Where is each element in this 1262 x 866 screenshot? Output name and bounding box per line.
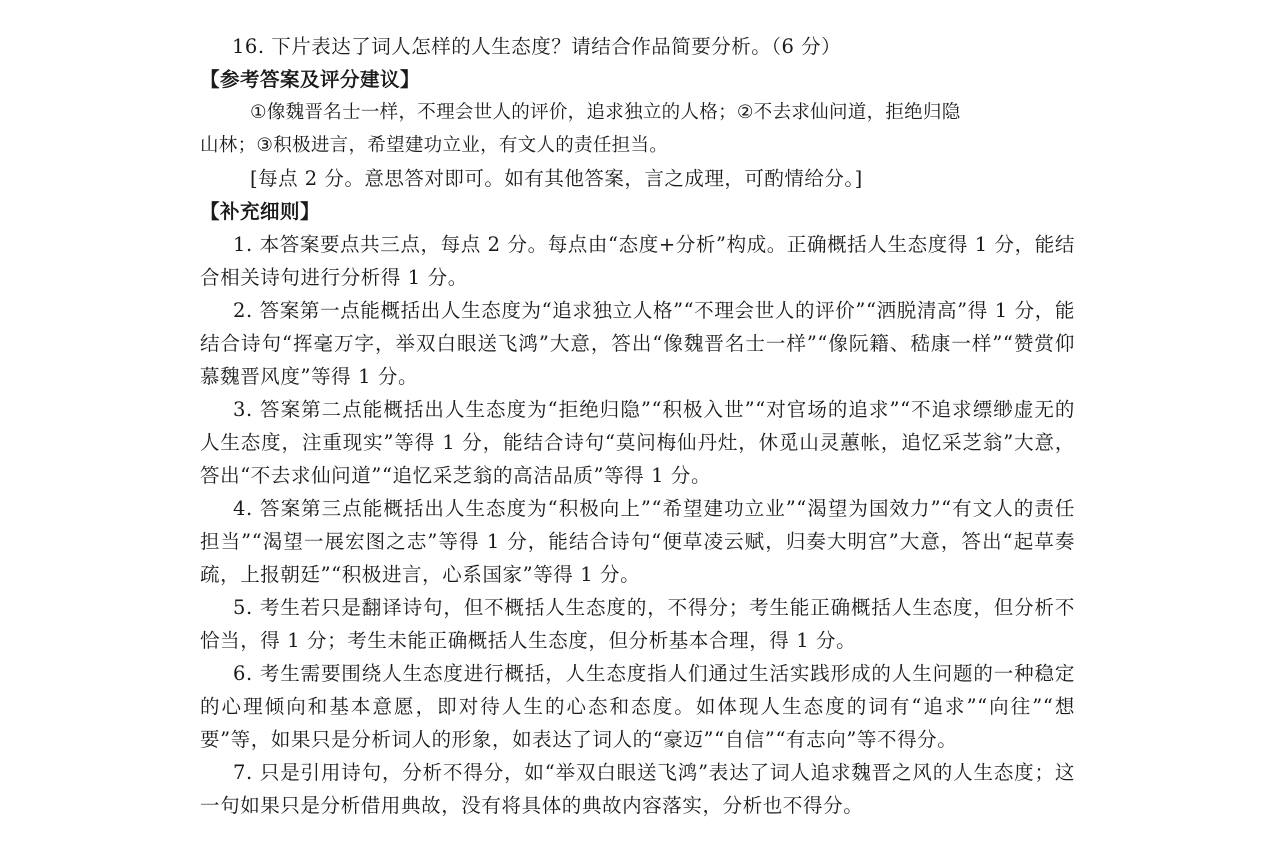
rule-item: 2. 答案第一点能概括出人生态度为“追求独立人格”“不理会世人的评价”“洒脱清高”得 1 分，能结合诗句“挥毫万字，举双白眼送飞鸿”大意，答出“像魏晋名士一样”“像阮籍、嵇康一样”“赞赏仰慕魏晋风度”等得 1 分。 <box>200 299 1075 388</box>
rule-item: 6. 考生需要围绕人生态度进行概括，人生态度指人们通过生活实践形成的人生问题的一种稳定的心理倾向和基本意愿，即对待人生的心态和态度。如体现人生态度的词有“追求”“向往”“想要”等，如果只是分析词人的形象，如表达了词人的“豪迈”“自信”“有志向”等不得分。 <box>200 662 1075 751</box>
reference-answer-line-2: 山林；③积极进言，希望建功立业，有文人的责任担当。 <box>200 135 669 156</box>
supplementary-rules-heading: 【补充细则】 <box>200 200 321 223</box>
reference-answer-line-1: ①像魏晋名士一样，不理会世人的评价，追求独立的人格；②不去求仙问道，拒绝归隐 <box>250 102 961 123</box>
rule-item: 7. 只是引用诗句，分析不得分，如“举双白眼送飞鸿”表达了词人追求魏晋之风的人生态度；这一句如果只是分析借用典故，没有将具体的典故内容落实，分析也不得分。 <box>200 761 1075 817</box>
rule-item: 5. 考生若只是翻译诗句，但不概括人生态度的，不得分；考生能正确概括人生态度，但分析不恰当，得 1 分；考生未能正确概括人生态度，但分析基本合理，得 1 分。 <box>200 596 1075 652</box>
reference-scoring-note: [每点 2 分。意思答对即可。如有其他答案，言之成理，可酌情给分。] <box>250 167 863 190</box>
rule-item: 3. 答案第二点能概括出人生态度为“拒绝归隐”“积极入世”“对官场的追求”“不追求缥缈虚无的人生态度，注重现实”等得 1 分，能结合诗句“莫问梅仙丹灶，休觅山灵蕙帐，追忆采芝翁”大意，答出“不去求仙问道”“追忆采芝翁的高洁品质”等得 1 分。 <box>200 398 1075 487</box>
question-title: 16. 下片表达了词人怎样的人生态度？请结合作品简要分析。（6 分） <box>232 35 842 58</box>
rule-item: 4. 答案第三点能概括出人生态度为“积极向上”“希望建功立业”“渴望为国效力”“有文人的责任担当”“渴望一展宏图之志”等得 1 分，能结合诗句“便草凌云赋，归奏大明宫”大意，答出“起草奏疏，上报朝廷”“积极进言，心系国家”等得 1 分。 <box>200 497 1075 586</box>
rule-item: 1. 本答案要点共三点，每点 2 分。每点由“态度+分析”构成。正确概括人生态度得 1 分，能结合相关诗句进行分析得 1 分。 <box>200 233 1075 289</box>
reference-answer-heading: 【参考答案及评分建议】 <box>200 68 421 91</box>
document-page <box>200 30 1075 822</box>
